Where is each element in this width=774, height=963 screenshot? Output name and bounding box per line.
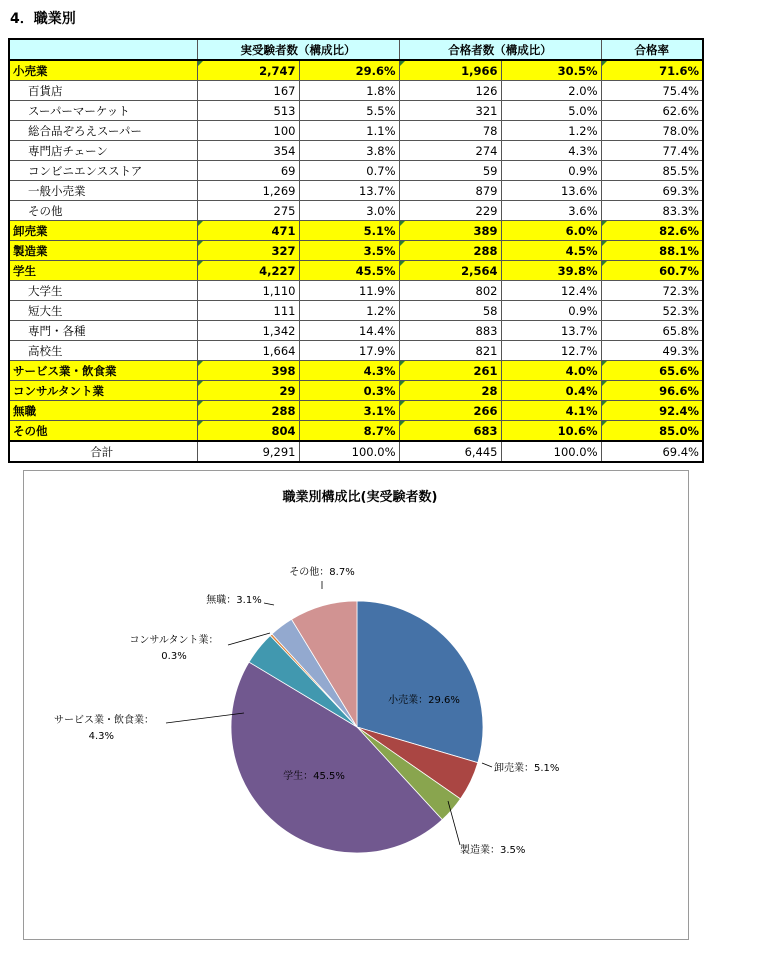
cell-passers: 389 (399, 221, 501, 241)
pie-label (129, 633, 218, 662)
pie-slices (231, 601, 483, 853)
pie-label-value: 4.3% (88, 731, 114, 742)
cell-passers: 261 (399, 361, 501, 381)
cell-pass-ratio: 6.0% (501, 221, 601, 241)
cell-name: 専門・各種 (9, 321, 197, 341)
cell-ex-ratio: 3.1% (299, 401, 399, 421)
cell-name: 小売業 (9, 60, 197, 81)
cell-examinees: 471 (197, 221, 299, 241)
cell-name: 製造業 (9, 241, 197, 261)
cell-examinees: 69 (197, 161, 299, 181)
cell-pass-ratio: 12.7% (501, 341, 601, 361)
cell-ex-ratio: 0.3% (299, 381, 399, 401)
cell-name: その他 (9, 421, 197, 442)
pie-label: 無職：3.1% (206, 595, 262, 606)
cell-pass-ratio: 4.1% (501, 401, 601, 421)
cell-passers: 802 (399, 281, 501, 301)
cell-pass-rate: 82.6% (601, 221, 703, 241)
cell-pass-rate: 85.0% (601, 421, 703, 442)
table-row (9, 341, 703, 361)
cell-name: 合計 (9, 441, 197, 462)
header-blank (9, 39, 197, 60)
table-header-row (9, 39, 703, 60)
cell-ex-ratio: 8.7% (299, 421, 399, 442)
table-row (9, 201, 703, 221)
pie-leader-line (264, 603, 274, 605)
pie-chart (24, 471, 688, 939)
cell-pass-ratio: 12.4% (501, 281, 601, 301)
pie-label: 小売業：29.6% (388, 695, 460, 706)
cell-ex-ratio: 100.0% (299, 441, 399, 462)
cell-examinees: 9,291 (197, 441, 299, 462)
table-row (9, 181, 703, 201)
cell-pass-rate: 62.6% (601, 101, 703, 121)
cell-pass-ratio: 4.0% (501, 361, 601, 381)
cell-pass-rate: 88.1% (601, 241, 703, 261)
pie-label: その他：8.7% (289, 567, 355, 578)
table-row (9, 101, 703, 121)
cell-examinees: 275 (197, 201, 299, 221)
cell-pass-ratio: 4.3% (501, 141, 601, 161)
table-body (9, 60, 703, 462)
cell-passers: 229 (399, 201, 501, 221)
cell-pass-rate: 96.6% (601, 381, 703, 401)
cell-pass-ratio: 100.0% (501, 441, 601, 462)
cell-pass-ratio: 13.6% (501, 181, 601, 201)
cell-name: その他 (9, 201, 197, 221)
table-row (9, 221, 703, 241)
cell-pass-ratio: 0.9% (501, 301, 601, 321)
cell-name: 卸売業 (9, 221, 197, 241)
cell-examinees: 2,747 (197, 60, 299, 81)
cell-ex-ratio: 3.5% (299, 241, 399, 261)
cell-passers: 1,966 (399, 60, 501, 81)
table-row (9, 141, 703, 161)
cell-name: 高校生 (9, 341, 197, 361)
cell-passers: 59 (399, 161, 501, 181)
cell-examinees: 1,110 (197, 281, 299, 301)
table-row (9, 241, 703, 261)
cell-passers: 821 (399, 341, 501, 361)
cell-pass-ratio: 30.5% (501, 60, 601, 81)
section-title: 4．職業別 (10, 11, 76, 27)
cell-ex-ratio: 11.9% (299, 281, 399, 301)
cell-ex-ratio: 45.5% (299, 261, 399, 281)
cell-pass-rate: 65.6% (601, 361, 703, 381)
cell-passers: 288 (399, 241, 501, 261)
table-row (9, 421, 703, 442)
cell-passers: 274 (399, 141, 501, 161)
occupation-table (8, 38, 704, 463)
cell-ex-ratio: 4.3% (299, 361, 399, 381)
cell-ex-ratio: 29.6% (299, 60, 399, 81)
cell-examinees: 100 (197, 121, 299, 141)
cell-name: 専門店チェーン (9, 141, 197, 161)
cell-name: 無職 (9, 401, 197, 421)
cell-ex-ratio: 1.2% (299, 301, 399, 321)
cell-ex-ratio: 0.7% (299, 161, 399, 181)
cell-examinees: 513 (197, 101, 299, 121)
cell-pass-rate: 83.3% (601, 201, 703, 221)
cell-pass-rate: 92.4% (601, 401, 703, 421)
cell-examinees: 4,227 (197, 261, 299, 281)
cell-examinees: 804 (197, 421, 299, 442)
cell-ex-ratio: 5.5% (299, 101, 399, 121)
cell-passers: 2,564 (399, 261, 501, 281)
pie-label: 製造業：3.5% (460, 845, 526, 856)
pie-label: 卸売業：5.1% (494, 763, 560, 774)
table-row (9, 261, 703, 281)
cell-pass-rate: 85.5% (601, 161, 703, 181)
cell-pass-ratio: 0.4% (501, 381, 601, 401)
pie-label-value: 0.3% (161, 651, 187, 662)
pie-chart-frame (23, 470, 689, 940)
pie-label (54, 713, 154, 742)
cell-passers: 879 (399, 181, 501, 201)
cell-examinees: 327 (197, 241, 299, 261)
cell-pass-ratio: 3.6% (501, 201, 601, 221)
cell-name: コンサルタント業 (9, 381, 197, 401)
cell-pass-rate: 52.3% (601, 301, 703, 321)
table-row (9, 301, 703, 321)
cell-examinees: 354 (197, 141, 299, 161)
cell-passers: 28 (399, 381, 501, 401)
cell-pass-rate: 78.0% (601, 121, 703, 141)
table-row (9, 81, 703, 101)
pie-leader-line (482, 763, 492, 767)
cell-name: 短大生 (9, 301, 197, 321)
cell-name: 百貨店 (9, 81, 197, 101)
cell-passers: 683 (399, 421, 501, 442)
table-row (9, 441, 703, 462)
table-row (9, 321, 703, 341)
cell-pass-rate: 77.4% (601, 141, 703, 161)
pie-label-category: コンサルタント業： (129, 635, 219, 646)
cell-passers: 126 (399, 81, 501, 101)
cell-pass-ratio: 5.0% (501, 101, 601, 121)
table-row (9, 121, 703, 141)
cell-pass-rate: 65.8% (601, 321, 703, 341)
cell-examinees: 1,664 (197, 341, 299, 361)
cell-pass-rate: 49.3% (601, 341, 703, 361)
cell-name: サービス業・飲食業 (9, 361, 197, 381)
cell-examinees: 167 (197, 81, 299, 101)
cell-name: 総合品ぞろえスーパー (9, 121, 197, 141)
chart-title: 職業別構成比(実受験者数) (282, 490, 438, 505)
cell-pass-rate: 71.6% (601, 60, 703, 81)
table-row (9, 60, 703, 81)
cell-examinees: 288 (197, 401, 299, 421)
header-examinees: 実受験者数（構成比） (197, 39, 399, 60)
cell-pass-ratio: 2.0% (501, 81, 601, 101)
cell-pass-ratio: 10.6% (501, 421, 601, 442)
cell-name: 学生 (9, 261, 197, 281)
cell-ex-ratio: 5.1% (299, 221, 399, 241)
cell-pass-rate: 69.4% (601, 441, 703, 462)
table-row (9, 381, 703, 401)
cell-ex-ratio: 13.7% (299, 181, 399, 201)
cell-passers: 78 (399, 121, 501, 141)
occupation-table-container (8, 38, 702, 463)
cell-ex-ratio: 1.1% (299, 121, 399, 141)
header-passers: 合格者数（構成比） (399, 39, 601, 60)
cell-examinees: 29 (197, 381, 299, 401)
cell-passers: 883 (399, 321, 501, 341)
cell-examinees: 1,342 (197, 321, 299, 341)
cell-name: 一般小売業 (9, 181, 197, 201)
table-row (9, 161, 703, 181)
cell-examinees: 1,269 (197, 181, 299, 201)
header-pass-rate: 合格率 (601, 39, 703, 60)
pie-label: 学生：45.5% (283, 771, 345, 782)
cell-pass-rate: 72.3% (601, 281, 703, 301)
cell-name: コンビニエンスストア (9, 161, 197, 181)
pie-label-category: サービス業・飲食業： (54, 715, 154, 726)
cell-passers: 58 (399, 301, 501, 321)
cell-pass-ratio: 0.9% (501, 161, 601, 181)
cell-ex-ratio: 1.8% (299, 81, 399, 101)
cell-ex-ratio: 17.9% (299, 341, 399, 361)
cell-passers: 321 (399, 101, 501, 121)
table-row (9, 401, 703, 421)
cell-pass-rate: 75.4% (601, 81, 703, 101)
cell-pass-ratio: 1.2% (501, 121, 601, 141)
cell-ex-ratio: 3.8% (299, 141, 399, 161)
cell-pass-ratio: 13.7% (501, 321, 601, 341)
table-row (9, 361, 703, 381)
cell-pass-ratio: 39.8% (501, 261, 601, 281)
cell-pass-rate: 69.3% (601, 181, 703, 201)
cell-name: 大学生 (9, 281, 197, 301)
cell-name: スーパーマーケット (9, 101, 197, 121)
cell-passers: 266 (399, 401, 501, 421)
cell-examinees: 111 (197, 301, 299, 321)
cell-examinees: 398 (197, 361, 299, 381)
cell-passers: 6,445 (399, 441, 501, 462)
cell-ex-ratio: 3.0% (299, 201, 399, 221)
table-row (9, 281, 703, 301)
cell-pass-ratio: 4.5% (501, 241, 601, 261)
cell-ex-ratio: 14.4% (299, 321, 399, 341)
cell-pass-rate: 60.7% (601, 261, 703, 281)
